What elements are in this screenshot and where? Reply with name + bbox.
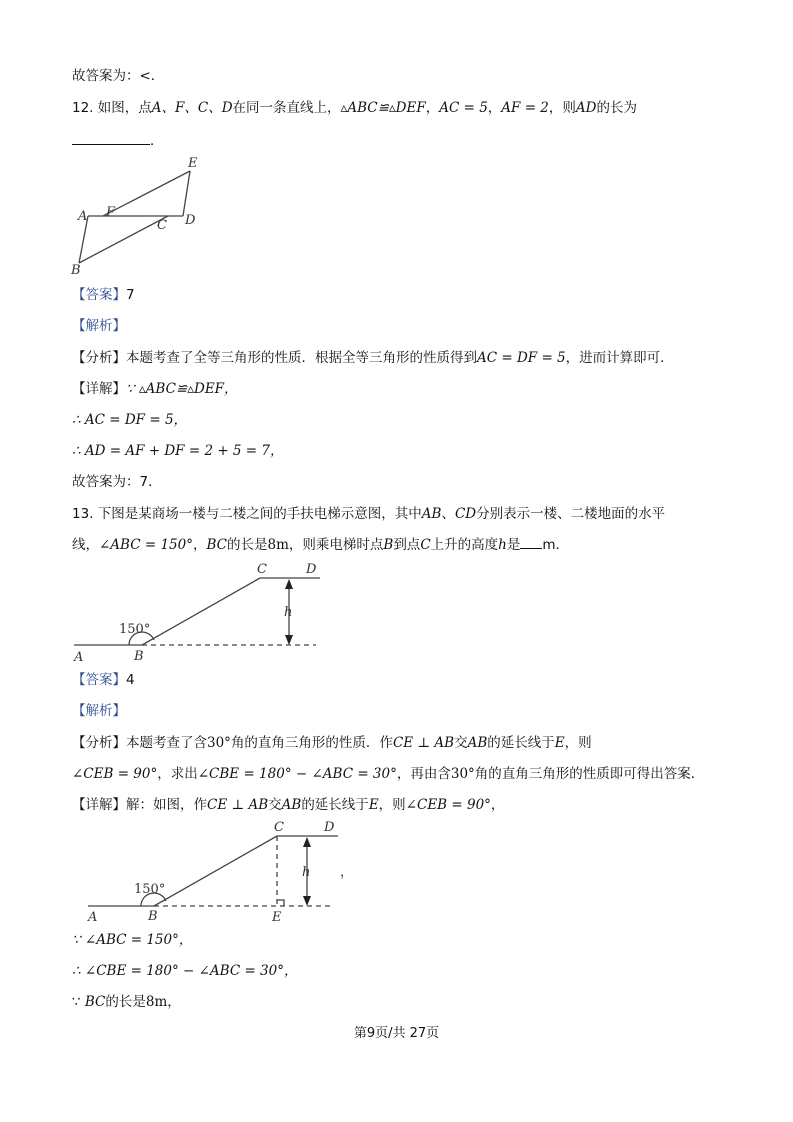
label-f: F xyxy=(106,205,116,220)
answer-value: 4 xyxy=(126,672,135,688)
fenxi-tag: 【分析】 xyxy=(72,735,126,751)
q13-ab: AB xyxy=(421,506,442,522)
s3-bc: BC xyxy=(84,994,106,1010)
q12-text-2: 在同一条直线上， xyxy=(232,100,341,116)
fenxi-end: ，进而计算即可． xyxy=(565,350,674,366)
label-e: E xyxy=(188,156,198,171)
q12-final: 故答案为：7． xyxy=(72,474,162,490)
step-2: ∴ AC = DF = 5， xyxy=(72,412,188,428)
label-h-1: h xyxy=(284,605,293,620)
q12-af: AF = 2 xyxy=(501,100,549,116)
fenxi-30b: 30° xyxy=(450,766,475,782)
label-d: D xyxy=(185,213,196,228)
prev-answer-line: 故答案为：<． xyxy=(72,68,165,84)
q13-text-7: 上升的高度 xyxy=(430,537,499,553)
fenxi-eq: AC = DF = 5 xyxy=(477,350,566,366)
label-a: A xyxy=(78,209,88,224)
q12-sep: ， xyxy=(425,100,440,116)
q12-points: A、F、C、D xyxy=(151,100,233,116)
q12-text-4: 的长为 xyxy=(596,100,637,116)
xiangjie-text-5: ， xyxy=(490,797,505,813)
fenxi-e: E xyxy=(554,735,565,751)
q13-h: h xyxy=(498,537,507,553)
step-3: ∴ AD = AF + DF = 2 + 5 = 7， xyxy=(72,443,284,459)
label-a-2: A xyxy=(88,910,98,925)
q13-text-5: ，则乘电梯时点 xyxy=(288,537,384,553)
step-1: ∵ ▵ABC≌▵DEF， xyxy=(126,381,238,397)
xiangjie-tag: 【详解】 xyxy=(72,381,126,397)
q13-text-2: 分别表示一楼、二楼地面的水平 xyxy=(476,506,666,522)
q13-angle: ∠ABC = 150° xyxy=(99,537,193,553)
fenxi-text-6: ，求出 xyxy=(157,766,198,782)
label-a-1: A xyxy=(74,650,84,665)
fenxi-text: 本题考查了全等三角形的性质．根据全等三角形的性质得到 xyxy=(126,350,477,366)
analysis-tag: 【解析】 xyxy=(72,703,126,719)
fenxi-ab: AB xyxy=(467,735,488,751)
line-bc-2 xyxy=(154,836,277,906)
q13-sep2: ， xyxy=(192,537,207,553)
xiangjie-e: E xyxy=(368,797,379,813)
fenxi-cbe: ∠CBE = 180° − ∠ABC = 30° xyxy=(197,766,397,782)
step-s3 xyxy=(72,992,181,1012)
q13-cd: CD xyxy=(454,506,477,522)
q12-end: ． xyxy=(150,133,164,149)
label-c-2: C xyxy=(274,820,284,835)
label-b-1: B xyxy=(134,649,144,664)
analysis-tag: 【解析】 xyxy=(72,318,126,334)
xiangjie-ab: AB xyxy=(281,797,302,813)
fenxi-30: 30° xyxy=(207,735,231,751)
fenxi-text-7: ，再由含 xyxy=(396,766,451,782)
q13-len: 8m xyxy=(267,537,289,553)
q13-sep: 、 xyxy=(441,506,455,522)
xiangjie-text-4: ，则 xyxy=(378,797,406,813)
label-d-2: D xyxy=(324,820,335,835)
step-s1: ∵ ∠ABC = 150°， xyxy=(72,932,193,948)
q13-text-1: 13. 下图是某商场一楼与二楼之间的手扶电梯示意图，其中 xyxy=(72,506,422,522)
q12-text-3: ，则 xyxy=(548,100,576,116)
label-c-1: C xyxy=(257,562,267,577)
label-d-1: D xyxy=(306,562,317,577)
fenxi-text-1: 本题考查了含 xyxy=(126,735,207,751)
q13-text-3: 线， xyxy=(72,537,99,553)
page-footer: 第9页/共 27页 xyxy=(353,1026,440,1041)
xiangjie-text-1: 解：如图，作 xyxy=(126,797,207,813)
xiangjie-text-3: 的延长线于 xyxy=(301,797,369,813)
xiangjie-ceb: ∠CEB = 90° xyxy=(405,797,491,813)
q13-unit: m． xyxy=(542,537,570,553)
label-c: C xyxy=(157,218,167,233)
answer-tag: 【答案】 xyxy=(72,672,126,688)
fenxi-text-2: 角的直角三角形的性质．作 xyxy=(230,735,393,751)
fenxi-text-8: 角的直角三角形的性质即可得出答案． xyxy=(474,766,705,782)
right-angle-mark xyxy=(277,900,284,906)
q12-ad: AD xyxy=(575,100,597,116)
fenxi-text-4: 的延长线于 xyxy=(487,735,555,751)
q13-text-4: 的长是 xyxy=(227,537,268,553)
step-s2: ∴ ∠CBE = 180° − ∠ABC = 30°， xyxy=(72,963,298,979)
xiangjie-tag: 【详解】 xyxy=(72,797,126,813)
s3-end: ， xyxy=(167,994,181,1010)
fenxi-text-5: ，则 xyxy=(564,735,592,751)
xiangjie-ce-ab: CE ⊥ AB xyxy=(207,797,269,813)
q13-c: C xyxy=(420,537,431,553)
answer-tag: 【答案】 xyxy=(72,287,126,303)
q12-congruence: ▵ABC≌▵DEF xyxy=(340,100,426,116)
q12-ac: AC = 5 xyxy=(439,100,488,116)
q13-bc: BC xyxy=(206,537,227,553)
s3-text: 的长是 xyxy=(105,994,146,1010)
xiangjie-text-2: 交 xyxy=(268,797,282,813)
label-b: B xyxy=(71,263,81,278)
figure-comma: ， xyxy=(340,865,354,880)
q12-text-1: 12. 如图，点 xyxy=(72,100,152,116)
q13-b: B xyxy=(383,537,394,553)
answer-value: 7 xyxy=(126,287,135,303)
fenxi-ce-ab: CE ⊥ AB xyxy=(392,735,455,751)
label-150-2: 150° xyxy=(134,882,166,897)
fenxi-text-3: 交 xyxy=(454,735,468,751)
label-e-2: E xyxy=(272,910,282,925)
q13-text-8: 是 xyxy=(506,537,521,553)
arrowhead-down-2 xyxy=(303,896,311,906)
fenxi-ceb: ∠CEB = 90° xyxy=(72,766,158,782)
label-h-2: h xyxy=(302,865,311,880)
because-symbol: ∵ xyxy=(72,994,81,1010)
arrowhead-up-2 xyxy=(303,837,311,847)
label-150-1: 150° xyxy=(119,622,151,637)
fenxi-tag: 【分析】 xyxy=(72,350,126,366)
q13-text-6: 到点 xyxy=(393,537,421,553)
s3-len: 8m xyxy=(145,994,168,1010)
label-b-2: B xyxy=(148,909,158,924)
q12-sep2: ， xyxy=(487,100,502,116)
